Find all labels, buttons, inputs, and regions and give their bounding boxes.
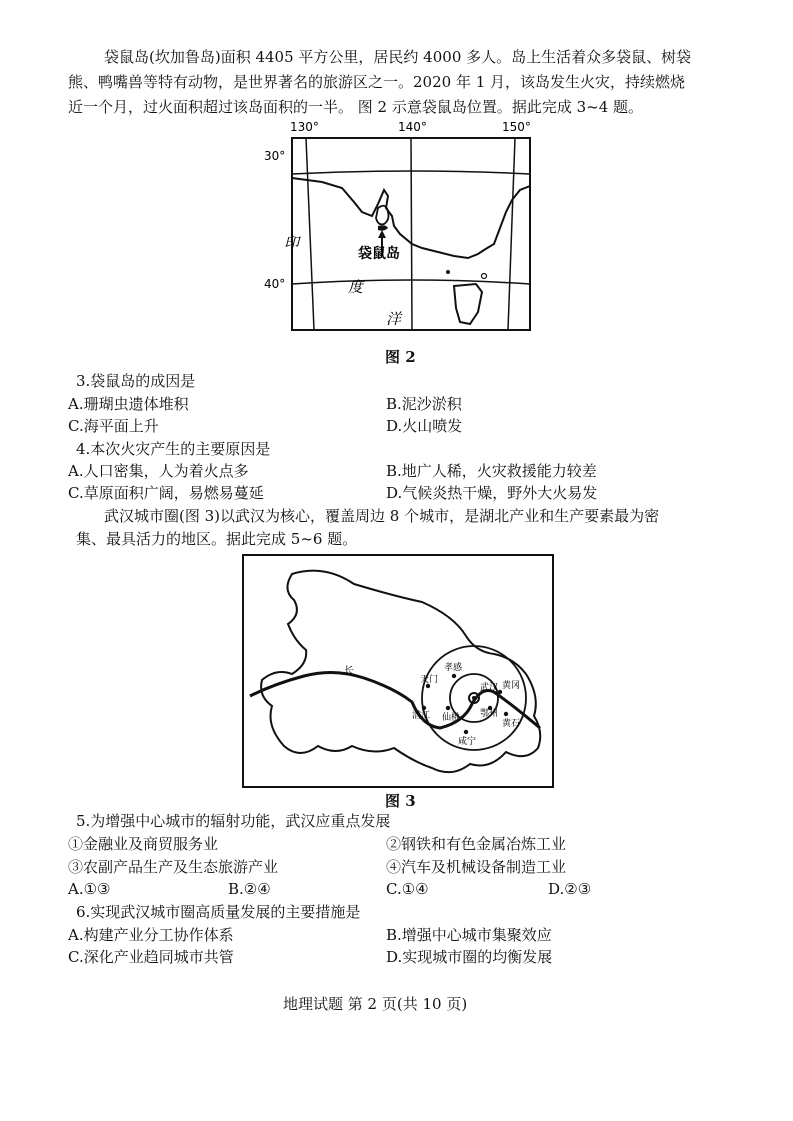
xiantao-label: 仙桃 (442, 713, 461, 723)
xiaogan-label: 孝感 (444, 663, 463, 673)
gulf (376, 206, 389, 225)
q4-option-a: A.人口密集，人为着火点多 (68, 462, 249, 480)
q5-option-b: B.②④ (228, 880, 271, 898)
q3-option-a: A.珊瑚虫遗体堆积 (68, 395, 189, 413)
q3-stem: 3.袋鼠岛的成因是 (76, 372, 196, 390)
q5-option-a: A.①③ (68, 880, 111, 898)
ocean-label-2: 度 (348, 278, 364, 296)
wuhan-label: 武汉 (480, 683, 499, 693)
arrowhead (378, 230, 386, 238)
passage2-line2: 集、最具活力的地区。据此完成 5~6 题。 (76, 530, 358, 548)
island-dot (446, 270, 450, 274)
figure3-svg (244, 556, 552, 786)
passage1-line3: 近一个月，过火面积超过该岛面积的一半。 图 2 示意袋鼠岛位置。据此完成 3~4 题。 (68, 98, 644, 116)
meridian-150 (508, 138, 515, 330)
lon-label-150: 150° (502, 120, 531, 134)
figure2-caption: 图 2 (385, 348, 416, 366)
q5-option-d: D.②③ (548, 880, 592, 898)
page-footer: 地理试题 第 2 页(共 10 页) (283, 995, 468, 1013)
figure2-svg (262, 116, 542, 338)
lat-label-30: 30° (264, 149, 286, 163)
q6-option-b: B.增强中心城市集聚效应 (386, 926, 552, 944)
lon-label-130: 130° (290, 120, 319, 134)
meridian-130 (306, 138, 314, 330)
xiaogan-dot (452, 674, 456, 678)
ocean-label-3: 洋 (386, 310, 402, 328)
meridian-140 (411, 138, 412, 330)
q3-option-b: B.泥沙淤积 (386, 395, 462, 413)
figure3-caption: 图 3 (385, 792, 416, 810)
qianjiang-label: 潜江 (412, 711, 431, 721)
q4-option-c: C.草原面积广阔，易燃易蔓延 (68, 484, 264, 502)
q4-stem: 4.本次火灾产生的主要原因是 (76, 440, 271, 458)
xianning-dot (464, 730, 468, 734)
q5-option-c: C.①④ (386, 880, 429, 898)
figure2-map (262, 116, 542, 338)
q3-option-c: C.海平面上升 (68, 417, 159, 435)
q3-option-d: D.火山喷发 (386, 417, 463, 435)
passage2-line1: 武汉城市圈(图 3)以武汉为核心，覆盖周边 8 个城市，是湖北产业和生产要素最为密 (104, 507, 660, 525)
kangaroo-island-shape (378, 225, 388, 230)
huangshi-dot (504, 712, 508, 716)
tianmen-label: 天门 (420, 675, 439, 685)
yangtze-river (250, 672, 540, 728)
q4-option-b: B.地广人稀，火灾救援能力较差 (386, 462, 597, 480)
lon-label-140: 140° (398, 120, 427, 134)
tasmania (454, 284, 482, 324)
river-label: 长 (344, 666, 354, 677)
q5-item-4: ④汽车及机械设备制造工业 (386, 858, 567, 876)
kangaroo-island-label: 袋鼠岛 (358, 246, 400, 262)
qianjiang-dot (422, 706, 426, 710)
q5-item-3: ③农副产品生产及生态旅游产业 (68, 858, 279, 876)
huangshi-label: 黄石 (502, 719, 521, 729)
lat-label-40: 40° (264, 277, 286, 291)
q6-option-d: D.实现城市圈的均衡发展 (386, 948, 553, 966)
ocean-label-1: 印 (284, 234, 300, 252)
figure3-map (242, 554, 554, 788)
q5-stem: 5.为增强中心城市的辐射功能，武汉应重点发展 (76, 812, 391, 830)
q6-option-a: A.构建产业分工协作体系 (68, 926, 234, 944)
passage1-line2: 熊、鸭嘴兽等特有动物，是世界著名的旅游区之一。2020 年 1 月，该岛发生火灾，持续燃烧 (68, 73, 686, 91)
passage1-line1: 袋鼠岛(坎加鲁岛)面积 4405 平方公里，居民约 4000 多人。岛上生活着众多袋鼠、树袋 (104, 48, 692, 66)
xianning-label: 咸宁 (458, 737, 477, 747)
hubei-outline (261, 571, 540, 773)
island-dot (482, 274, 487, 279)
huanggang-label: 黄冈 (502, 681, 521, 691)
q6-stem: 6.实现武汉城市圈高质量发展的主要措施是 (76, 903, 361, 921)
xiantao-dot (446, 706, 450, 710)
q6-option-c: C.深化产业趋同城市共管 (68, 948, 234, 966)
ezhou-label: 鄂州 (480, 709, 499, 719)
q4-option-d: D.气候炎热干燥，野外大火易发 (386, 484, 598, 502)
wuhan-dot-center (472, 696, 476, 700)
q5-item-2: ②钢铁和有色金属冶炼工业 (386, 835, 567, 853)
q5-item-1: ①金融业及商贸服务业 (68, 835, 219, 853)
